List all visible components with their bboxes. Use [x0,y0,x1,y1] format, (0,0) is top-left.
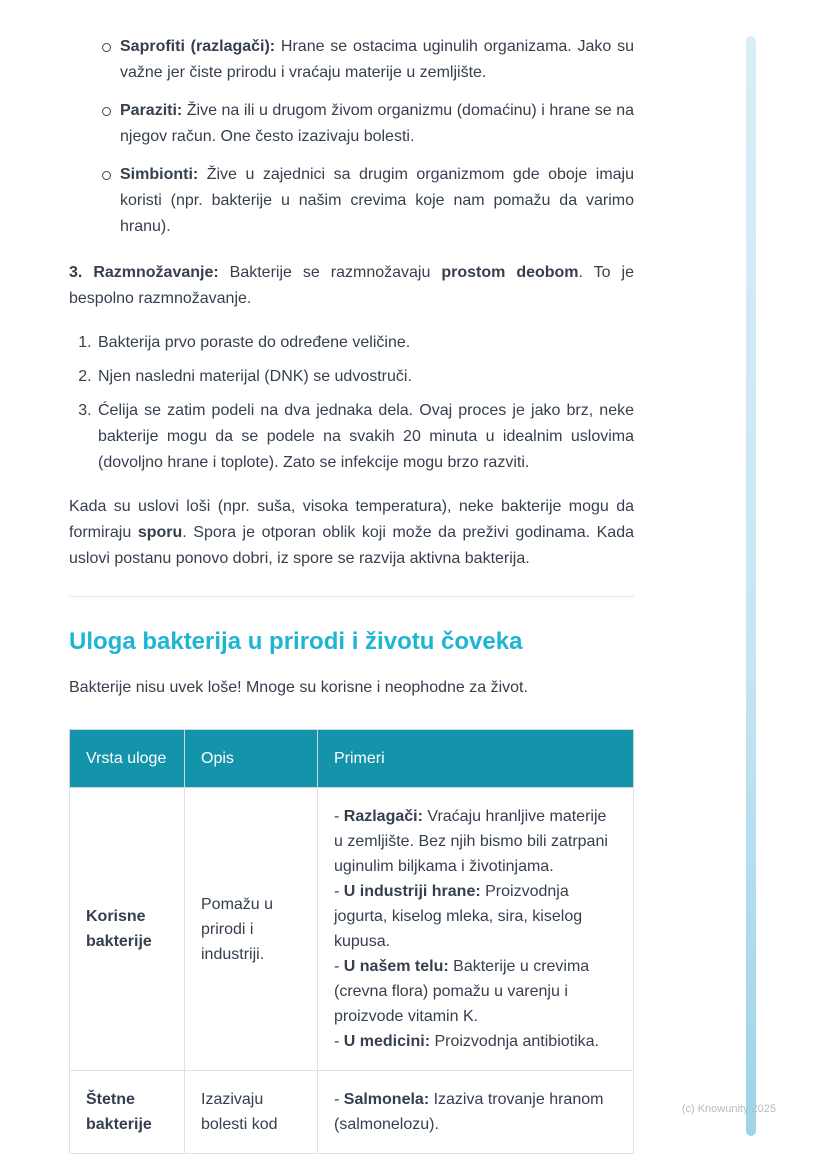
paragraph-text: . To je bespolno razmnožavanje. [69,264,635,307]
term-text: Žive u zajednici sa drugim organizmom gde oboje imaju koristi (npr. bakterije u našim crevima koje nam pomažu da varimo hranu). [120,166,634,235]
example-item [334,804,617,879]
table-row-stetne [70,1071,634,1154]
cell-role-type: Korisne bakterije [70,788,185,1071]
list-item-saprofiti [69,34,634,86]
example-label: Razlagači: [343,808,423,825]
example-label: U medicini: [343,1033,431,1050]
cell-role-examples [318,788,634,1071]
paragraph-bold-lead: 3. Razmnožavanje: [69,264,219,281]
paragraph-text: Kada su uslovi loši (npr. suša, visoka temperatura), neke bakterije mogu da formiraju [69,498,634,541]
paragraph-text: . Spora je otporan oblik koji može da preživi godinama. Kada uslovi postanu ponovo dobri, iz spore se razvija aktivna bakterija. [69,524,634,567]
example-dash: - [334,958,344,975]
step-item: 3. Ćelija se zatim podeli na dva jednaka dela. Ovaj proces je jako brz, neke bakterije mogu da se podele na svakih 20 minuta u idealnim uslovima (dovoljno hrane i toplote). Zato se infekcije mogu brzo razviti. [96,398,634,476]
section-title: Uloga bakterija u prirodi i životu čoveka [69,628,523,655]
page-side-strip [746,36,756,1136]
term-text: Žive na ili u drugom živom organizmu (domaćinu) i hrane se na njegov račun. One često izazivaju bolesti. [120,102,634,145]
step-item: 2. Njen nasledni materijal (DNK) se udvostruči. [96,364,634,390]
step-item: 1. Bakterija prvo poraste do određene veličine. [96,330,634,356]
term-label: Saprofiti (razlagači): [120,38,276,55]
cell-role-type: Štetne bakterije [70,1071,185,1154]
table-head [70,730,634,788]
example-dash: - [334,883,344,900]
example-item [334,1087,617,1137]
watermark: (c) Knowunity 2025 [681,1103,776,1115]
example-text: Proizvodnja antibiotika. [430,1033,599,1050]
cell-role-description: Pomažu u prirodi i industriji. [185,788,318,1071]
column-header-opis: Opis [185,730,318,788]
list-item-simbionti [69,162,634,240]
example-item [334,954,617,1029]
example-label: U našem telu: [343,958,449,975]
paragraph-bold-term: sporu [137,524,183,541]
section-intro: Bakterije nisu uvek loše! Mnoge su korisne i neophodne za život. [69,679,528,696]
table-header-row [70,730,634,788]
example-label: Salmonela: [343,1091,430,1108]
table-row-korisne [70,788,634,1071]
table-body [70,788,634,1154]
paragraph-text: Bakterije se razmnožavaju [218,264,442,281]
example-dash: - [334,1033,344,1050]
paragraph-bold-term: prostom deobom [441,264,579,281]
column-header-primeri: Primeri [318,730,634,788]
bacteria-nutrition-types-list [69,34,634,240]
section-divider [69,596,634,597]
spore-paragraph [69,494,634,572]
example-text: Bakterije u crevima (crevna flora) pomažu u varenju i proizvode vitamin K. [334,958,590,1025]
term-label: Paraziti: [120,102,183,119]
document-content [69,34,634,1154]
term-label: Simbionti: [120,166,199,183]
reproduction-paragraph [69,260,634,312]
cell-role-examples [318,1071,634,1154]
bacteria-roles-table [69,729,634,1154]
reproduction-steps-list [69,330,634,476]
example-dash: - [334,1091,344,1108]
example-text: Izaziva trovanje hranom (salmonelozu). [334,1091,604,1133]
example-text: Proizvodnja jogurta, kiselog mleka, sira, kiselog kupusa. [334,883,583,950]
example-text: Vraćaju hranljive materije u zemljište. Bez njih bismo bili zatrpani uginulim biljkama i životinjama. [334,808,608,875]
cell-role-description: Izazivaju bolesti kod [185,1071,318,1154]
term-text: Hrane se ostacima uginulih organizama. Jako su važne jer čiste prirodu i vraćaju materije u zemljište. [120,38,634,81]
example-item [334,879,617,954]
column-header-vrsta-uloge: Vrsta uloge [70,730,185,788]
list-item-paraziti [69,98,634,150]
example-item [334,1029,617,1054]
example-dash: - [334,808,344,825]
example-label: U industriji hrane: [343,883,481,900]
